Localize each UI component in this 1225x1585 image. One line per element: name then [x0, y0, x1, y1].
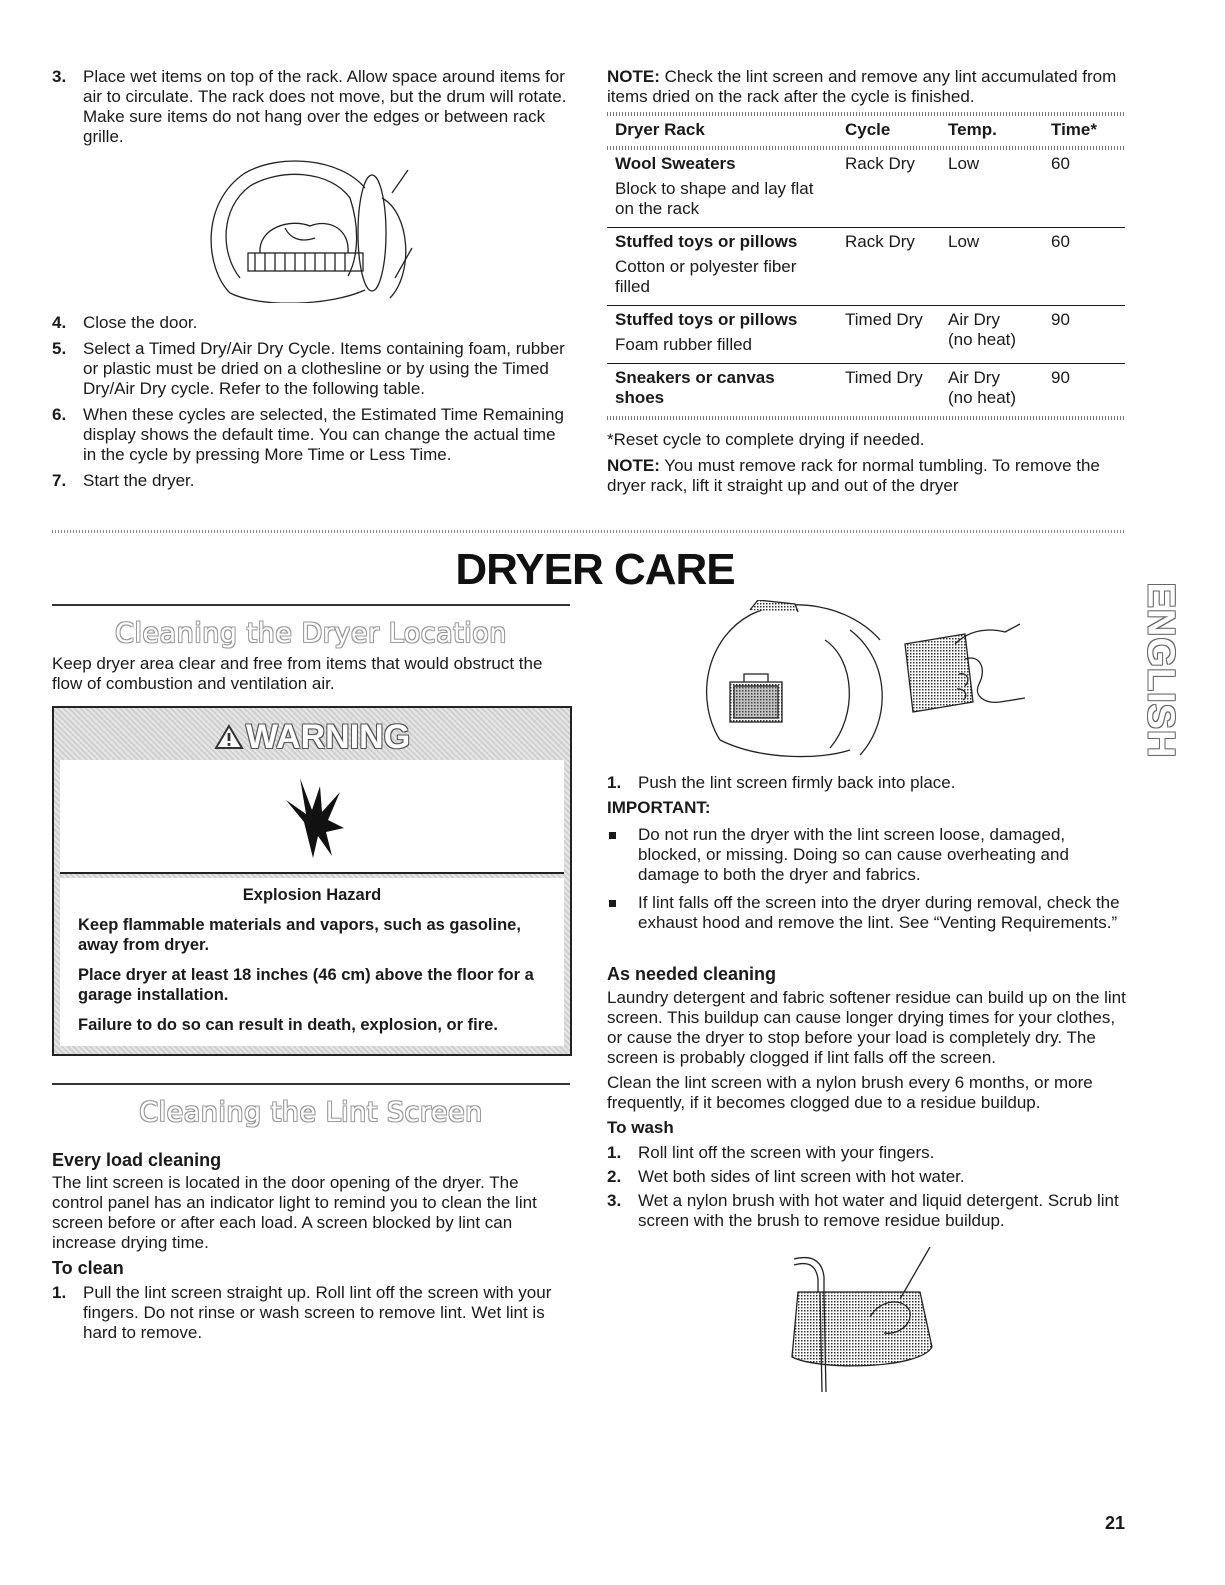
- page-number: 21: [1104, 1513, 1125, 1533]
- dryer-rack-table: [607, 120, 1125, 420]
- lint-screen-brush-illustration: [780, 1247, 950, 1397]
- table-header-row: Dryer Rack Cycle Temp. Time*: [615, 120, 1097, 139]
- important-list: [607, 825, 1132, 933]
- warning-banner: WARNING: [54, 718, 570, 759]
- table-top-rule: [607, 112, 1125, 116]
- language-side-tab: ENGLISH: [1139, 582, 1182, 758]
- push-steps: [607, 773, 1132, 793]
- as-needed-text-2: Clean the lint screen with a nylon brush every 6 months, or more frequently, if it becomes clogged due to a residue buildup.: [607, 1073, 1093, 1112]
- step-item: 4. Close the door.: [52, 313, 198, 332]
- to-clean-steps: [52, 1283, 572, 1343]
- list-item: Do not run the dryer with the lint screen loose, damaged, blocked, or missing. Doing so can cause overheating and damage to both the dryer and fabrics.: [607, 825, 1132, 885]
- every-load-text: The lint screen is located in the door opening of the dryer. The control panel has an indicator light to remind you to clean the lint screen before or after each load. A screen blocked by lint can increase drying time.: [52, 1173, 537, 1252]
- step-item: 6. When these cycles are selected, the Estimated Time Remaining display shows the default time. You can change the actual time in the cycle by pressing More Time or Less Time.: [52, 405, 564, 464]
- warning-symbol-panel: [60, 760, 564, 874]
- every-load-title: Every load cleaning: [52, 1150, 222, 1170]
- location-heading: Cleaning the Dryer Location: [115, 618, 507, 649]
- warning-line: Failure to do so can result in death, explosion, or fire.: [78, 1016, 498, 1034]
- note-remove-rack: NOTE: You must remove rack for normal tumbling. To remove the dryer rack, lift it straight up and out of the dryer: [607, 456, 1100, 495]
- step-item: 5. Select a Timed Dry/Air Dry Cycle. Items containing foam, rubber or plastic must be dried on a clothesline or by using the Timed Dry/Air Dry cycle. Refer to the following table.: [52, 339, 565, 398]
- step-item: 3. Wet a nylon brush with hot water and liquid detergent. Scrub lint screen with the brush to remove residue buildup.: [607, 1191, 1119, 1230]
- section-divider: [52, 530, 1125, 533]
- location-text: Keep dryer area clear and free from items that would obstruct the flow of combustion and ventilation air.: [52, 654, 543, 693]
- explosion-icon: [278, 772, 348, 862]
- lint-screen-in-door-illustration: [700, 600, 900, 765]
- table-row: Sneakers or canvas shoes Timed Dry Air Dry (no heat) 90: [607, 364, 1125, 417]
- step-item: 7. Start the dryer.: [52, 471, 195, 490]
- step-item: 1. Pull the lint screen straight up. Roll lint off the screen with your fingers. Do not rinse or wash screen to remove lint. Wet lint is hard to remove.: [52, 1283, 552, 1342]
- steps-top-a: [52, 67, 572, 147]
- to-wash-title: To wash: [607, 1118, 674, 1137]
- list-item: If lint falls off the screen into the dryer during removal, check the exhaust hood and remove the lint. See “Venting Requirements.”: [607, 893, 1132, 933]
- as-needed-text-1: Laundry detergent and fabric softener residue can build up on the lint screen. This buildup can cause longer drying times for your clothes, or cause the dryer to stop before your load is completely dry. The screen is probably clogged if lint falls off the screen.: [607, 988, 1126, 1067]
- step-item: 3. Place wet items on top of the rack. Allow space around items for air to circulate. The rack does not move, but the drum will rotate. Make sure items do not hang over the edges or between rack grille.: [52, 67, 567, 146]
- to-clean-title: To clean: [52, 1258, 124, 1278]
- table-row: Stuffed toys or pillows Foam rubber filled Timed Dry Air Dry (no heat) 90: [607, 306, 1125, 364]
- as-needed-title: As needed cleaning: [607, 964, 777, 984]
- step-item: 2. Wet both sides of lint screen with hot water.: [607, 1167, 965, 1186]
- dryer-rack-illustration: [200, 158, 420, 303]
- table-row: Wool Sweaters Block to shape and lay flat on the rack Rack Dry Low 60: [615, 154, 1070, 218]
- warning-box: [52, 706, 572, 1056]
- steps-top-b: [52, 313, 572, 491]
- bullet-square-icon: [609, 900, 616, 907]
- location-rule: [52, 604, 570, 606]
- warning-triangle-icon: [214, 720, 244, 759]
- important-title: IMPORTANT:: [607, 798, 711, 817]
- warning-text-panel: [60, 878, 564, 1046]
- lint-screen-hand-illustration: [895, 614, 1035, 729]
- warning-hazard-title: Explosion Hazard: [242, 886, 382, 904]
- warning-line: Keep flammable materials and vapors, such as gasoline, away from dryer.: [78, 916, 521, 954]
- step-item: 1. Roll lint off the screen with your fingers.: [607, 1143, 935, 1162]
- table-row: Stuffed toys or pillows Cotton or polyester fiber filled Rack Dry Low 60: [607, 228, 1125, 306]
- warning-line: Place dryer at least 18 inches (46 cm) above the floor for a garage installation.: [78, 966, 534, 1004]
- table-footnote: *Reset cycle to complete drying if needed.: [607, 430, 925, 449]
- wash-steps: [607, 1143, 1132, 1231]
- lint-rule: [52, 1083, 570, 1085]
- step-item: 1. Push the lint screen firmly back into place.: [607, 773, 956, 792]
- bullet-square-icon: [609, 832, 616, 839]
- table-bottom-rule: [607, 416, 1125, 420]
- lint-heading: Cleaning the Lint Screen: [139, 1097, 483, 1128]
- note-lint-rack: NOTE: Check the lint screen and remove any lint accumulated from items dried on the rack after the cycle is finished.: [607, 67, 1117, 106]
- page-title: DRYER CARE: [455, 545, 735, 594]
